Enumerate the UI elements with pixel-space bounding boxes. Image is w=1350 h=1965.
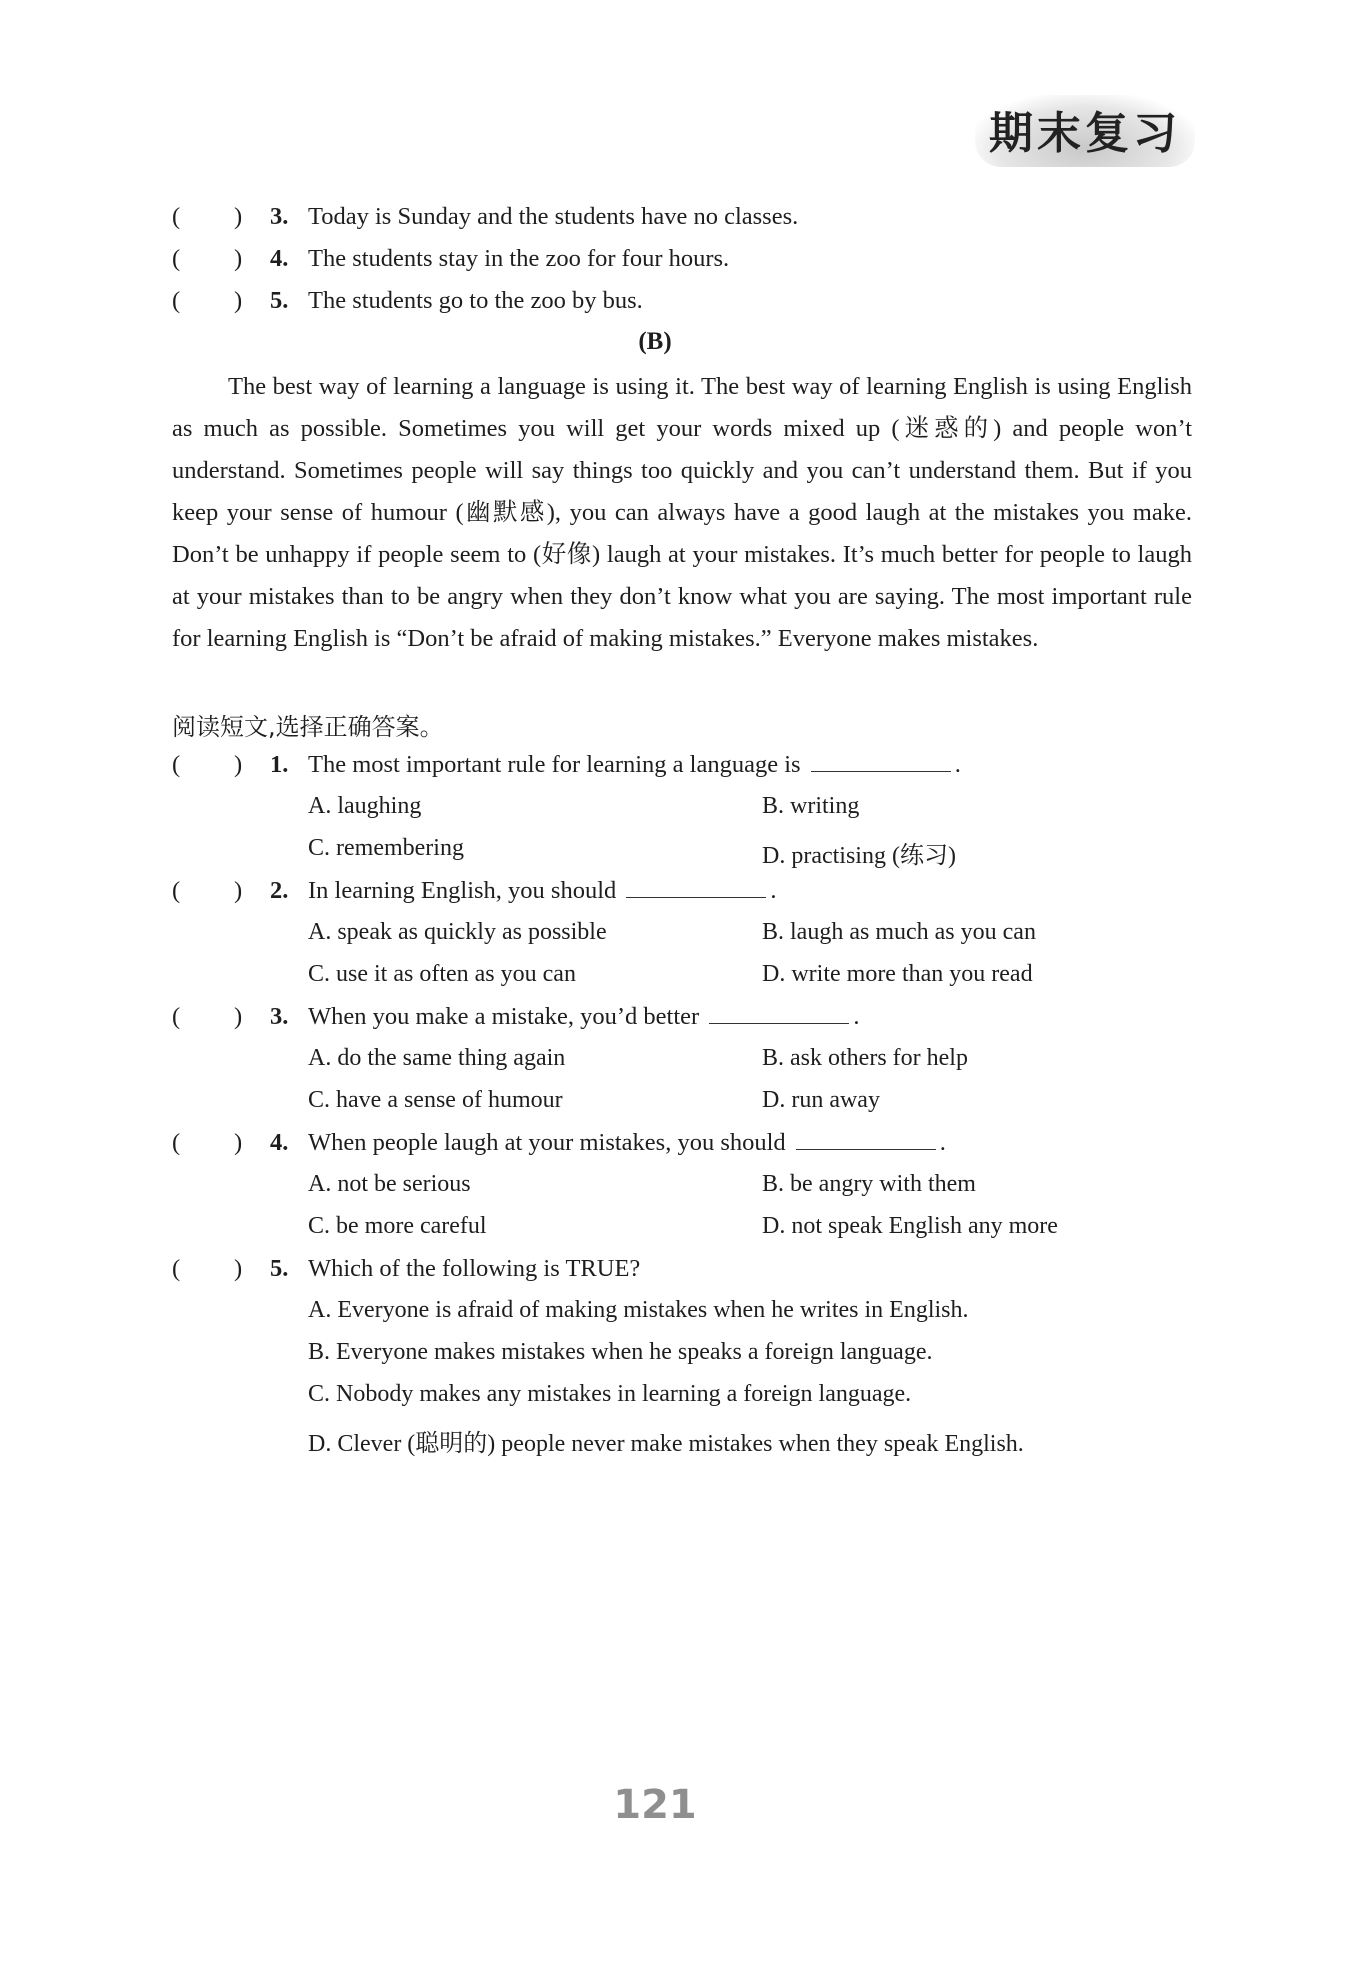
option-b: B. be angry with them: [762, 1171, 976, 1197]
answer-blank: [796, 1129, 936, 1150]
question-stem-text: When you make a mistake, you’d better: [308, 1003, 700, 1030]
question-stem-text: In learning English, you should: [308, 877, 617, 904]
question-stem-text: When people laugh at your mistakes, you should: [308, 1129, 786, 1156]
question-number: 4.: [270, 1129, 289, 1156]
instruction-text: 阅读短文,选择正确答案。: [172, 713, 444, 741]
question-stem: [308, 877, 777, 905]
option-d: D. run away: [762, 1087, 880, 1113]
page-header-title: 期末复习: [975, 95, 1195, 167]
question-number: 3.: [270, 203, 289, 230]
answer-paren-close: ): [234, 203, 243, 230]
question-stem: Which of the following is TRUE?: [308, 1255, 641, 1282]
option-a: A. Everyone is afraid of making mistakes when he writes in English.: [308, 1297, 969, 1323]
answer-paren-close: ): [234, 287, 243, 314]
question-number: 3.: [270, 1003, 289, 1030]
answer-paren-close: ): [234, 877, 243, 904]
answer-paren-close: ): [234, 1003, 243, 1030]
question-number: 5.: [270, 1255, 289, 1282]
option-d: D. not speak English any more: [762, 1213, 1058, 1239]
answer-blank: [626, 877, 766, 898]
answer-blank: [709, 1003, 849, 1024]
answer-paren-close: ): [234, 751, 243, 778]
question-stem-text: The most important rule for learning a language is: [308, 751, 801, 778]
question-end: .: [853, 1003, 860, 1030]
answer-paren-open: (: [172, 245, 181, 272]
option-c: C. remembering: [308, 835, 464, 861]
question-stem: [308, 751, 961, 779]
answer-paren-close: ): [234, 1129, 243, 1156]
option-b: B. ask others for help: [762, 1045, 968, 1071]
section-title: (B): [638, 328, 672, 355]
question-number: 1.: [270, 751, 289, 778]
question-number: 2.: [270, 877, 289, 904]
question-end: .: [770, 877, 777, 904]
option-a: A. do the same thing again: [308, 1045, 566, 1071]
question-number: 4.: [270, 245, 289, 272]
option-d: D. write more than you read: [762, 961, 1033, 987]
option-d: D. Clever (聪明的) people never make mistakes when they speak English.: [308, 1431, 1024, 1457]
question-stem: [308, 1003, 859, 1031]
answer-paren-close: ): [234, 245, 243, 272]
answer-paren-close: ): [234, 1255, 243, 1282]
question-end: .: [954, 751, 961, 778]
answer-paren-open: (: [172, 1255, 181, 1282]
option-d: D. practising (练习): [762, 843, 956, 869]
answer-paren-open: (: [172, 1003, 181, 1030]
answer-paren-open: (: [172, 1129, 181, 1156]
option-b: B. writing: [762, 793, 860, 819]
option-c: C. have a sense of humour: [308, 1087, 563, 1113]
answer-paren-open: (: [172, 751, 181, 778]
option-c: C. use it as often as you can: [308, 961, 576, 987]
option-b: B. Everyone makes mistakes when he speaks a foreign language.: [308, 1339, 933, 1365]
option-a: A. not be serious: [308, 1171, 471, 1197]
answer-blank: [811, 751, 951, 772]
question-text: The students stay in the zoo for four hours.: [308, 245, 730, 272]
answer-paren-open: (: [172, 287, 181, 314]
question-end: .: [939, 1129, 946, 1156]
option-c: C. be more careful: [308, 1213, 487, 1239]
question-number: 5.: [270, 287, 289, 314]
option-b: B. laugh as much as you can: [762, 919, 1036, 945]
answer-paren-open: (: [172, 877, 181, 904]
answer-paren-open: (: [172, 203, 181, 230]
option-a: A. speak as quickly as possible: [308, 919, 607, 945]
passage-paragraph: The best way of learning a language is using it. The best way of learning English is using English as much as possible. Sometimes you will get your words mixed up (迷惑的) and people won’t understand. Sometimes people will say things too quickly and you can’t understand them. But if you keep your sense of humour (幽默感), you can always have a good laugh at the mistakes you make. Don’t be unhappy if people seem to (好像) laugh at your mistakes. It’s much better for people to laugh at your mistakes than to be angry when they don’t know what you are saying. The most important rule for learning English is “Don’t be afraid of making mistakes.” Everyone makes mistakes.: [172, 373, 1192, 652]
question-text: The students go to the zoo by bus.: [308, 287, 643, 314]
reading-passage: [172, 366, 1192, 660]
option-c: C. Nobody makes any mistakes in learning a foreign language.: [308, 1381, 912, 1407]
page-number: 121: [613, 1782, 697, 1828]
question-stem: [308, 1129, 946, 1157]
option-a: A. laughing: [308, 793, 422, 819]
question-text: Today is Sunday and the students have no classes.: [308, 203, 799, 230]
